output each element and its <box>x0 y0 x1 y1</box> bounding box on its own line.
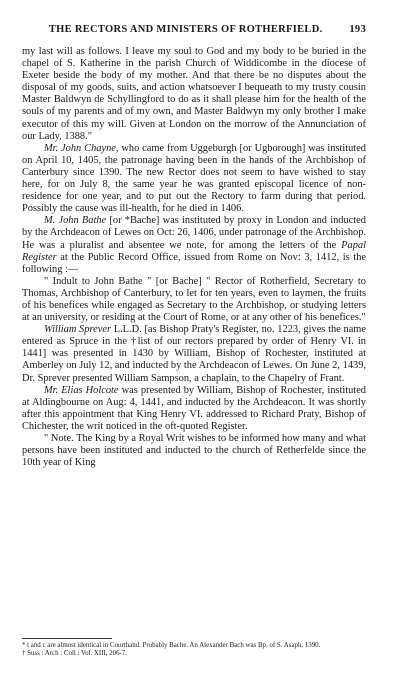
italic-name: Mr. John Chayne, <box>44 142 119 154</box>
italic-name: Papal Register <box>22 239 366 263</box>
running-title: THE RECTORS AND MINISTERS OF ROTHERFIELD. <box>48 24 323 35</box>
text-run: my last will as follows. I leave my soul to God and my body to be buried in the chapel of S. Katherine in the parish Church of Widdicombe in the diocese of Exeter beside the body of my mother. And that there be no disputes about the disposal of my goods, suits, and action whatsoever I bequeath to my trusty cousin Master Baldwyn de Schyllingford to do as it shall please him for the health of the souls of my parents and of my own, and Master Baldwyn my only brother I make executor of this my will. Given at London on the morrow of the Annunciation of our Lady, 1388." <box>22 46 366 142</box>
footnote-1: * t and c are almost identical in Courthand. Probably Bache. An Alexander Bach was Bp. of S. Asaph, 1390. <box>22 642 321 649</box>
footnote-2: † Suss : Arch : Coll : Vol. XIII, 206-7. <box>22 650 128 658</box>
text-run: at the Public Record Office, issued from Rome on Nov: 3, 1412, is the following :— <box>22 251 366 275</box>
body-text <box>22 46 366 469</box>
text-run: " Indult to John Bathe " [or Bache] " Rector of Rotherfield, Secretary to Thomas, Archbishop of Canterbury, to let for ten years, even to laymen, the fruits of his benefices while engaged as Secretary to the Archbishop, or studying letters at an university, or residing at the Court of Rome, or at any other of his benefices." <box>22 275 366 324</box>
italic-name: William Sprever <box>44 324 111 336</box>
text-run: L.L.D. [as Bishop Praty's Register, no. 1223, gives the name entered as Spruce in the †list of our rectors prepared by order of Henry VI. in 1441] was presented in 1430 by William, Bishop of Rochester, instituted at Amberley on July 12, and inducted by the Archdeacon of Lewes. On June 2, 1439, Dr. Sprever presented William Sampson, a chaplain, to the Chapelry of Frant. <box>22 324 367 384</box>
text-run: " Note. The King by a Royal Writ wishes to be informed how many and what persons have been instituted and inducted to the church of Retherfelde since the 10th year of King <box>22 433 366 469</box>
paragraph <box>22 215 366 275</box>
italic-name: Mr. Elias Holcote <box>44 384 119 396</box>
footnotes <box>22 638 366 659</box>
footnote-rule <box>22 638 112 639</box>
text-run: was presented by William, Bishop of Rochester, instituted at Aldingbourne on Aug: 4, 1441, and inducted by the Archdeacon. It was shortly after this appointment that King Henry VI. addressed to Richard Praty, Bishop of Chichester, the writ noticed in the oft-quoted Register. <box>22 384 367 432</box>
paragraph <box>22 433 366 469</box>
paragraph <box>22 385 366 433</box>
paragraph <box>22 143 366 216</box>
italic-name: M. John Bathe <box>44 215 107 227</box>
paragraph <box>22 46 366 143</box>
text-run: [or *Bache] was instituted by proxy in London and inducted by the Archdeacon of Lewes on Oct: 26, 1406, under patronage of the Archbishop. He was a pluralist and absentee we note, for among the letters of the <box>22 215 366 251</box>
running-header <box>22 24 366 35</box>
paragraph <box>22 276 366 324</box>
page-number: 193 <box>349 24 366 35</box>
paragraph <box>22 324 366 384</box>
text-run: who came from Uggeburgh [or Ugborough] was instituted on April 10, 1405, the patronage having been in the hands of the Archbishop of Canterbury since 1390. The new Rector does not seem to have wished to stay here, for on July 8, the same year he was granted episcopal licence of non-residence for one year, and to put out the Rectory to farm during that period. Possibly the cause was ill-health, for he died in 1406. <box>22 142 367 215</box>
